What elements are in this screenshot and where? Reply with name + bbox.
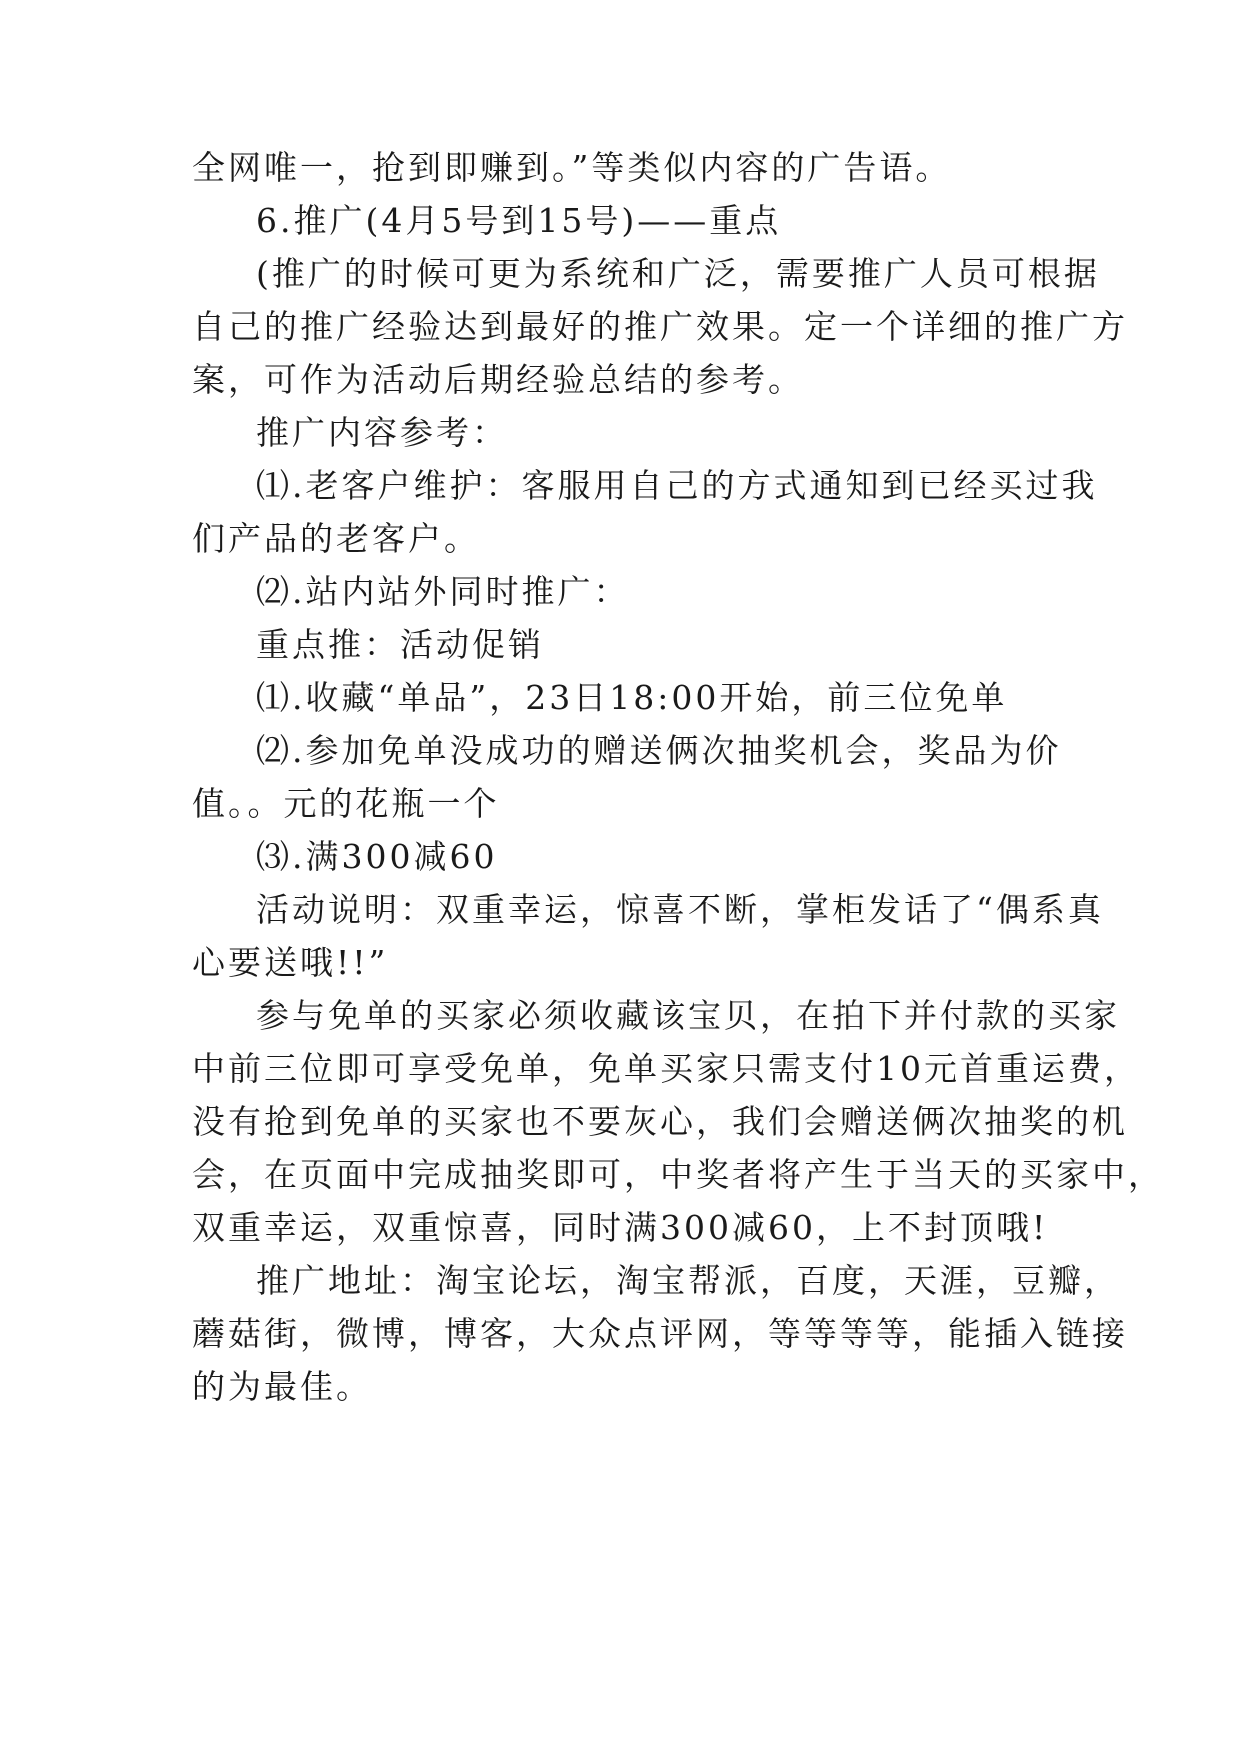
text-line: 全网唯一，抢到即赚到。”等类似内容的广告语。: [192, 148, 952, 187]
text-line: ⑵.站内站外同时推广：: [256, 572, 630, 611]
text-line: ⑶.满300减60: [256, 837, 498, 876]
text-line: 6.推广(4月5号到15号)——重点: [256, 201, 782, 240]
text-line: 重点推：活动促销: [256, 625, 544, 664]
text-line: 的为最佳。: [192, 1367, 372, 1406]
text-line: 们产品的老客户。: [192, 519, 480, 558]
text-line: 案，可作为活动后期经验总结的参考。: [192, 360, 804, 399]
text-line: 中前三位即可享受免单，免单买家只需支付10元首重运费，: [192, 1049, 1140, 1088]
text-line: 自己的推广经验达到最好的推广效果。定一个详细的推广方: [192, 307, 1128, 346]
text-line: ⑴.老客户维护：客服用自己的方式通知到已经买过我: [256, 466, 1098, 505]
text-line: 蘑菇街，微博，博客，大众点评网，等等等等，能插入链接: [192, 1314, 1128, 1353]
text-line: ⑴.收藏“单品”，23日18:00开始，前三位免单: [256, 678, 1008, 717]
text-line: (推广的时候可更为系统和广泛，需要推广人员可根据: [256, 254, 1100, 293]
text-line: 活动说明：双重幸运，惊喜不断，掌柜发话了“偶系真: [256, 890, 1104, 929]
text-line: 没有抢到免单的买家也不要灰心，我们会赠送俩次抽奖的机: [192, 1102, 1128, 1141]
text-line: 双重幸运，双重惊喜，同时满300减60，上不封顶哦!: [192, 1208, 1049, 1247]
text-line: 会，在页面中完成抽奖即可，中奖者将产生于当天的买家中，: [192, 1155, 1164, 1194]
text-line: 心要送哦!!”: [192, 943, 389, 982]
text-line: 参与免单的买家必须收藏该宝贝，在拍下并付款的买家: [256, 996, 1120, 1035]
text-line: 值。。元的花瓶一个: [192, 784, 500, 823]
text-line: 推广内容参考：: [256, 413, 508, 452]
text-line: ⑵.参加免单没成功的赠送俩次抽奖机会，奖品为价: [256, 731, 1062, 770]
text-line: 推广地址：淘宝论坛，淘宝帮派，百度，天涯，豆瓣，: [256, 1261, 1120, 1300]
